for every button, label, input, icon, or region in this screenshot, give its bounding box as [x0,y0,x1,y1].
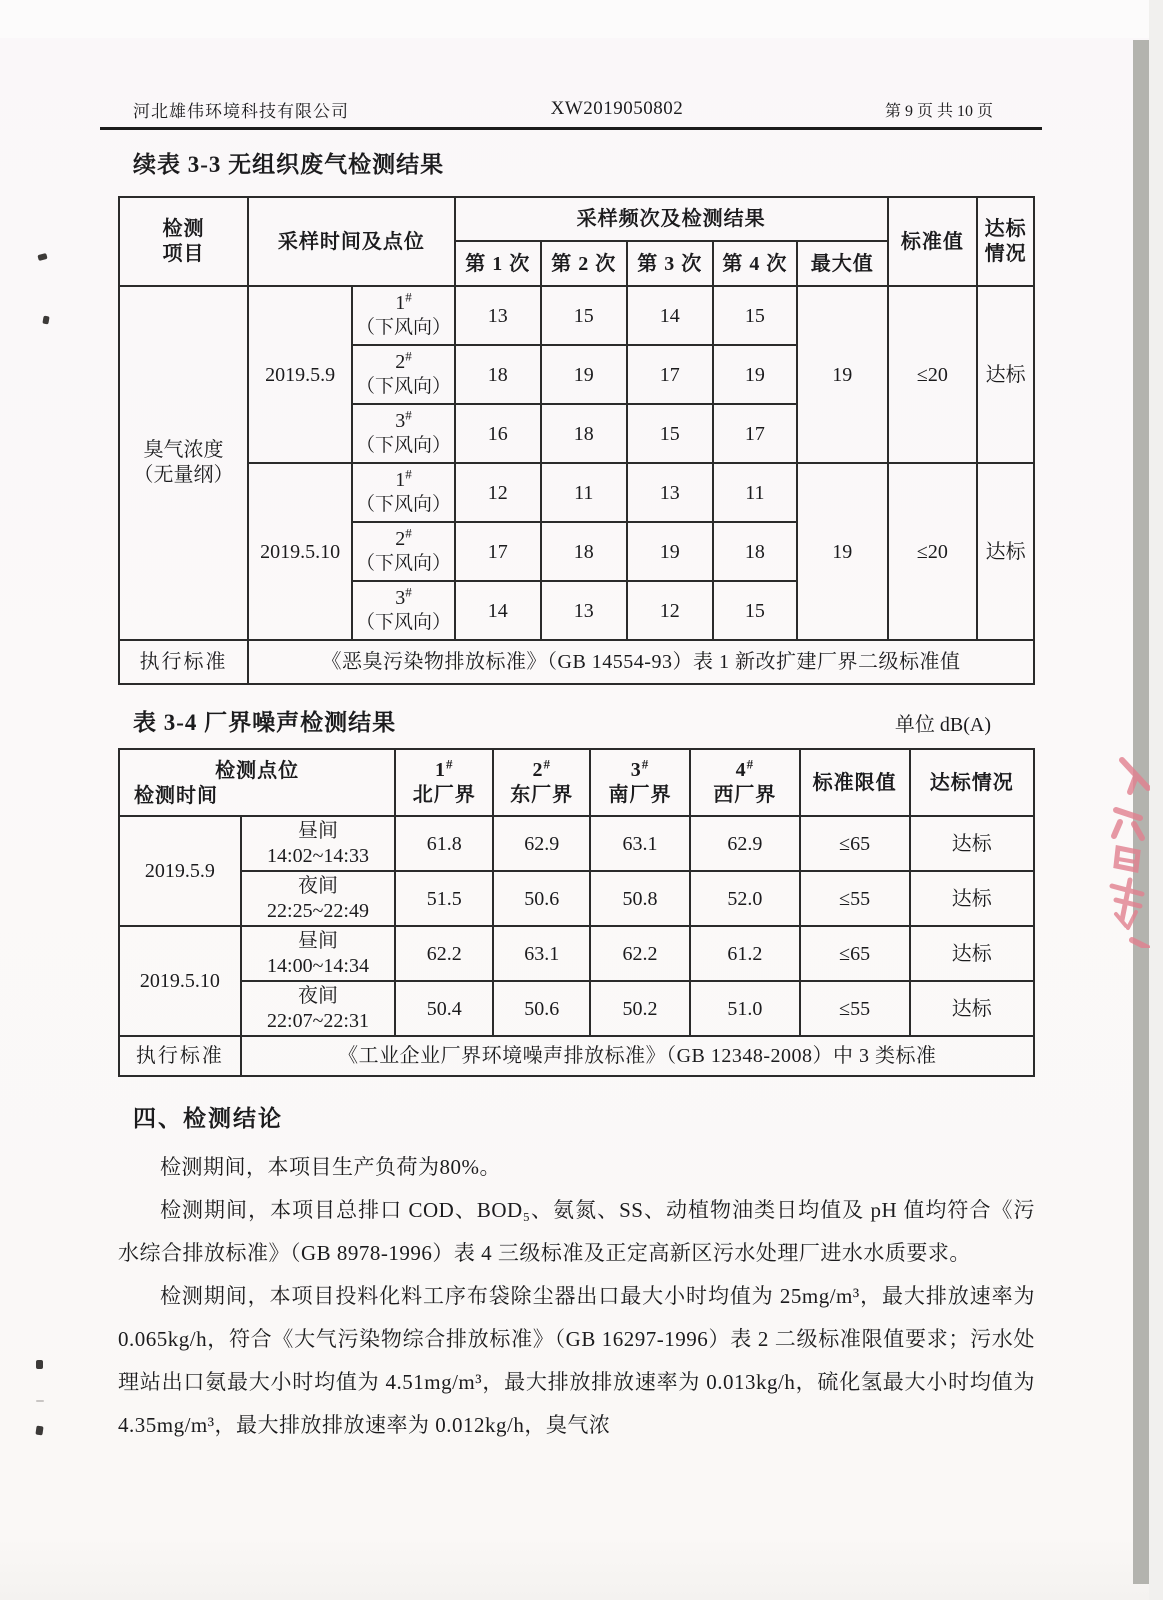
company-name: 河北雄伟环境科技有限公司 [133,101,349,121]
item-label-line2: （无量纲） [133,464,234,486]
date-cell: 2019.5.10 [119,926,241,1036]
point-cell [352,522,454,581]
point-direction: （下风向） [356,435,452,457]
period-cell [241,981,396,1036]
point-number: 3 [395,410,406,433]
boundary-name: 西厂界 [713,783,777,806]
value-cell: 18 [541,522,627,581]
period-time: 14:02~14:33 [267,844,369,867]
compliance-cell: 达标 [977,286,1034,463]
value-cell: 50.6 [493,871,590,926]
value-cell: 51.5 [395,871,493,926]
point-number: 2 [395,351,406,374]
point-hash: # [405,466,412,482]
period-cell [241,871,396,926]
point-direction: （下风向） [356,612,452,634]
table-row [119,981,1034,1036]
scan-top-edge [0,0,1163,38]
point-hash: # [405,289,412,305]
corner-header-cell [119,749,395,816]
boundary-number: 2 [532,758,544,781]
point-cell [352,404,454,463]
value-cell: 62.9 [493,816,590,871]
exec-standard-value: 《恶臭污染物排放标准》（GB 14554-93）表 1 新改扩建厂界二级标准值 [248,640,1034,684]
value-cell: 14 [627,286,713,345]
value-cell: 13 [455,286,541,345]
scan-right-margin [1149,0,1163,1600]
value-cell: 62.9 [690,816,800,871]
boundary-number: 3 [630,758,642,781]
value-cell: 17 [627,345,713,404]
period-label: 夜间 [298,874,338,897]
value-cell: 16 [455,404,541,463]
compliance-cell: 达标 [910,926,1034,981]
point-hash: # [405,407,412,423]
col-header-standard: 标准值 [888,197,978,286]
boundary-hash: # [446,755,454,771]
conclusion-paragraph: 检测期间，本项目总排口 COD、BOD₅、氨氮、SS、动植物油类日均值及 pH 值均符合《污水综合排放标准》（GB 8978-1996）表 4 三级标准及正定高新区污水处理厂进水水质要求。 [118,1198,1035,1265]
value-cell: 63.1 [493,926,590,981]
red-stamp-fragment [1078,748,1150,948]
item-label-cell [119,286,248,640]
value-cell: 61.2 [690,926,800,981]
col-header-run3: 第 3 次 [627,241,713,286]
exec-standard-value: 《工业企业厂界环境噪声排放标准》（GB 12348-2008）中 3 类标准 [241,1036,1034,1076]
limit-cell: ≤65 [800,816,910,871]
period-time: 22:25~22:49 [267,899,369,922]
standard-cell: ≤20 [888,286,978,463]
corner-header-time: 检测时间 [134,785,218,807]
col-header-compliance-line2: 情况 [984,242,1027,265]
waste-gas-results-table [118,196,1035,685]
value-cell: 13 [627,463,713,522]
table-row [119,871,1034,926]
conclusion-paragraph: 检测期间，本项目生产负荷为80%。 [160,1155,501,1179]
value-cell: 15 [627,404,713,463]
point-cell [352,345,454,404]
exec-standard-label: 执行标准 [119,1036,241,1076]
point-number: 1 [395,469,406,492]
max-value-cell: 19 [797,286,888,463]
col-header-compliance: 达标情况 [910,749,1034,816]
point-cell [352,286,454,345]
report-number: XW2019050802 [550,98,684,119]
value-cell: 50.4 [395,981,493,1036]
col-header-limit: 标准限值 [800,749,910,816]
limit-cell: ≤65 [800,926,910,981]
boundary-name: 南厂界 [608,783,672,806]
col-header-boundary-west [690,749,800,816]
header-divider [100,127,1042,130]
point-cell [352,463,454,522]
point-hash: # [405,348,412,364]
table-row [119,286,1034,345]
table34-title: 表 3-4 厂界噪声检测结果 [133,710,397,735]
point-direction: （下风向） [356,494,452,516]
period-cell [241,816,396,871]
period-label: 夜间 [298,984,338,1007]
point-number: 2 [395,528,406,551]
period-label: 昼间 [298,929,338,952]
col-header-boundary-north [395,749,493,816]
value-cell: 62.2 [590,926,690,981]
boundary-name: 北厂界 [412,783,476,806]
item-label-line1: 臭气浓度 [143,439,224,461]
table-row [119,816,1034,871]
col-header-compliance-line1: 达标 [984,217,1027,240]
value-cell: 11 [713,463,797,522]
value-cell: 52.0 [690,871,800,926]
compliance-cell: 达标 [977,463,1034,640]
point-number: 1 [395,292,406,315]
value-cell: 18 [455,345,541,404]
conclusion-heading: 四、检测结论 [133,1105,283,1131]
value-cell: 62.2 [395,926,493,981]
ink-speckle [36,1360,43,1369]
col-header-sampling: 采样时间及点位 [248,197,455,286]
point-hash: # [405,584,412,600]
table-header-row [119,749,1034,816]
ink-speckle [37,253,47,261]
value-cell: 11 [541,463,627,522]
col-header-item-line1: 检测 [162,217,205,240]
col-header-frequency: 采样频次及检测结果 [455,197,888,241]
col-header-run2: 第 2 次 [541,241,627,286]
value-cell: 19 [541,345,627,404]
table34-caption [133,704,991,737]
col-header-item [119,197,248,286]
value-cell: 63.1 [590,816,690,871]
value-cell: 12 [455,463,541,522]
value-cell: 19 [627,522,713,581]
table-row [119,463,1034,522]
value-cell: 18 [541,404,627,463]
page-indicator: 第 9 页 共 10 页 [884,102,993,120]
value-cell: 17 [713,404,797,463]
period-time: 22:07~22:31 [267,1009,369,1032]
value-cell: 13 [541,581,627,640]
date-cell: 2019.5.10 [248,463,352,640]
value-cell: 15 [713,286,797,345]
compliance-cell: 达标 [910,816,1034,871]
point-direction: （下风向） [356,317,452,339]
point-number: 3 [395,587,406,610]
conclusion-paragraph: 检测期间，本项目投料化料工序布袋除尘器出口最大小时均值为 25mg/m³，最大排放速率为 0.065kg/h，符合《大气污染物综合排放标准》（GB 16297-1996）表 2 二级标准限值要求；污水处理站出口氨最大小时均值为 4.51mg/m³，最大排放排放速率为 0.013kg/h，硫化氢最大小时均值为 4.35mg/m³，最大排放排放速率为 0.012kg/h，臭气浓 [118,1284,1035,1437]
limit-cell: ≤55 [800,981,910,1036]
boundary-hash: # [543,755,551,771]
boundary-number: 1 [435,758,446,781]
period-label: 昼间 [298,819,338,842]
point-cell [352,581,454,640]
point-hash: # [405,525,412,541]
table-row [119,926,1034,981]
value-cell: 61.8 [395,816,493,871]
period-cell [241,926,396,981]
col-header-item-line2: 项目 [162,242,205,265]
date-cell: 2019.5.9 [119,816,241,926]
corner-header-points: 检测点位 [215,760,300,782]
conclusion-body [118,1146,1035,1447]
col-header-max: 最大值 [797,241,888,286]
ink-speckle [35,1426,43,1436]
ink-speckle [42,316,49,325]
value-cell: 50.8 [590,871,690,926]
ink-speckle [36,1400,44,1402]
boundary-number: 4 [735,758,747,781]
exec-standard-row [119,640,1034,684]
boundary-hash: # [641,755,650,771]
point-direction: （下风向） [356,553,452,575]
col-header-run4: 第 4 次 [713,241,797,286]
value-cell: 50.6 [493,981,590,1036]
col-header-boundary-east [493,749,590,816]
noise-results-table [118,748,1035,1077]
date-cell: 2019.5.9 [248,286,352,463]
value-cell: 51.0 [690,981,800,1036]
value-cell: 15 [713,581,797,640]
compliance-cell: 达标 [910,981,1034,1036]
compliance-cell: 达标 [910,871,1034,926]
boundary-name: 东厂界 [510,783,574,806]
boundary-hash: # [746,755,755,771]
col-header-compliance [977,197,1034,286]
value-cell: 18 [713,522,797,581]
value-cell: 50.2 [590,981,690,1036]
value-cell: 19 [713,345,797,404]
exec-standard-row [119,1036,1034,1076]
unit-label: 单位 dB(A) [894,714,991,736]
value-cell: 12 [627,581,713,640]
value-cell: 17 [455,522,541,581]
max-value-cell: 19 [797,463,888,640]
table33-title: 续表 3-3 无组织废气检测结果 [133,152,445,177]
col-header-run1: 第 1 次 [455,241,541,286]
table-header-row [119,197,1034,241]
period-time: 14:00~14:34 [267,954,369,977]
col-header-boundary-south [590,749,690,816]
limit-cell: ≤55 [800,871,910,926]
value-cell: 14 [455,581,541,640]
document-header [133,94,993,124]
value-cell: 15 [541,286,627,345]
exec-standard-label: 执行标准 [119,640,248,684]
standard-cell: ≤20 [888,463,978,640]
point-direction: （下风向） [356,376,452,398]
